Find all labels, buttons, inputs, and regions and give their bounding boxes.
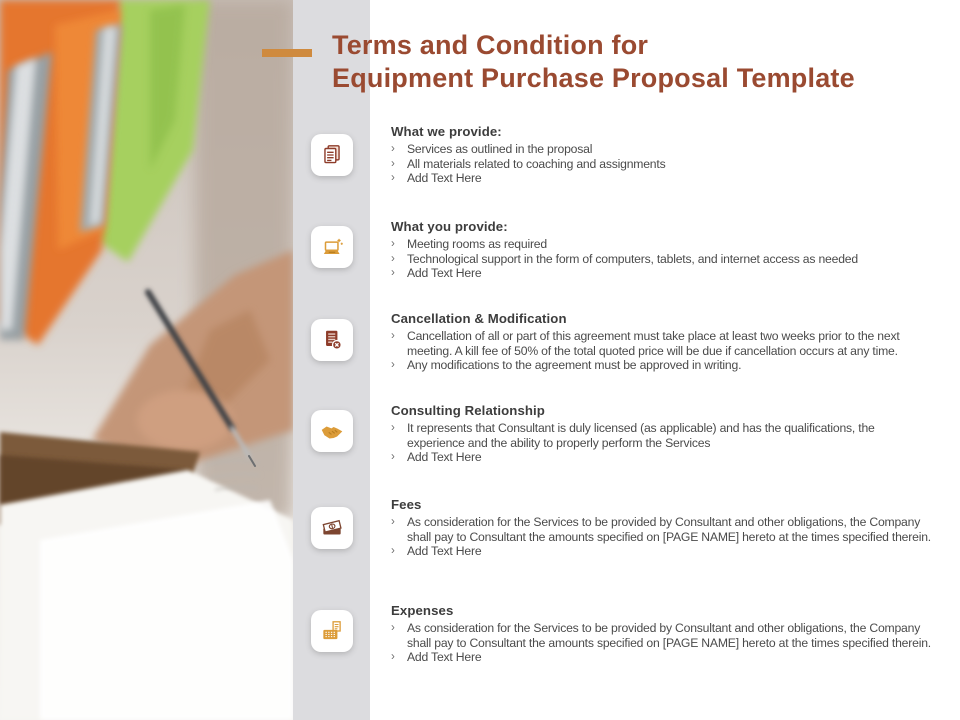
bullet-marker: › (391, 157, 395, 170)
bullet-text: Meeting rooms as required (407, 237, 547, 251)
bullet-marker: › (391, 359, 395, 372)
bullet-item (391, 421, 931, 450)
bullet-list (391, 515, 931, 559)
icon-tile-what-you-provide (311, 226, 353, 268)
section-what-you-provide (391, 219, 931, 281)
bullet-marker: › (391, 516, 395, 528)
bullet-text: Add Text Here (407, 544, 482, 559)
bullet-item (391, 142, 931, 157)
page-title-line2: Equipment Purchase Proposal Template (332, 63, 855, 94)
bullet-item (391, 450, 931, 465)
bullet-marker: › (391, 651, 395, 664)
bullet-list (391, 142, 931, 186)
page-title-line1: Terms and Condition for (332, 30, 649, 61)
bullet-item (391, 650, 931, 665)
page-title (332, 29, 957, 95)
bullet-marker: › (391, 330, 395, 342)
section-what-we-provide (391, 124, 931, 186)
bullet-text: As consideration for the Services to be provided by Consultant and other obligations, the Company shall pay to Consultant the amounts specified on [PAGE NAME] hereto at the times specified therein. (407, 515, 931, 544)
bullet-text: Any modifications to the agreement must be approved in writing. (407, 358, 742, 373)
bullet-marker: › (391, 422, 395, 434)
bullet-item (391, 621, 931, 650)
bullet-item (391, 237, 931, 252)
bullet-list (391, 237, 931, 281)
section-heading: Fees (391, 497, 422, 512)
bullet-item (391, 252, 931, 267)
title-accent-bar (262, 49, 312, 57)
bullet-text: Add Text Here (407, 171, 482, 186)
section-consulting-relationship (391, 403, 931, 465)
bullet-text: Cancellation of all or part of this agreement must take place at least two weeks prior to the next meeting. A kill fee of 50% of the total quoted price will be due if cancellation occurs at any time. (407, 329, 900, 358)
worker-photo-illustration (0, 0, 293, 720)
cancel-document-icon (319, 327, 345, 353)
section-cancellation-modification (391, 311, 931, 373)
section-heading: Expenses (391, 603, 454, 618)
bullet-text: Add Text Here (407, 450, 482, 465)
money-icon (319, 515, 345, 541)
bullet-marker: › (391, 545, 395, 558)
icon-tile-fees (311, 507, 353, 549)
handshake-icon (319, 418, 345, 444)
bullet-text: Add Text Here (407, 650, 482, 665)
section-fees (391, 497, 931, 559)
bullet-text: All materials related to coaching and assignments (407, 156, 666, 171)
bullet-marker: › (391, 238, 395, 250)
section-heading: What you provide: (391, 219, 508, 234)
bullet-item (391, 157, 931, 172)
bullet-item (391, 171, 931, 186)
bullet-text: Services as outlined in the proposal (407, 142, 593, 156)
worker-photo (0, 0, 293, 720)
bullet-marker: › (391, 172, 395, 185)
bullet-marker: › (391, 143, 395, 155)
bullet-text: It represents that Consultant is duly licensed (as applicable) and has the qualifications, the experience and the ability to properly perform the Services (407, 421, 875, 450)
bullet-marker: › (391, 622, 395, 634)
icon-tile-consulting-relationship (311, 410, 353, 452)
section-heading: Cancellation & Modification (391, 311, 567, 326)
icon-tile-cancellation-modification (311, 319, 353, 361)
report-icon (319, 142, 345, 168)
bullet-marker: › (391, 451, 395, 464)
bullet-text: Technological support in the form of computers, tablets, and internet access as needed (407, 251, 858, 266)
section-heading: Consulting Relationship (391, 403, 545, 418)
bullet-item (391, 515, 931, 544)
bullet-marker: › (391, 267, 395, 280)
bullet-item (391, 358, 931, 373)
icon-tile-what-we-provide (311, 134, 353, 176)
icon-tile-expenses (311, 610, 353, 652)
bullet-marker: › (391, 252, 395, 265)
bullet-list (391, 421, 931, 465)
bullet-item (391, 266, 931, 281)
wallet-icon (319, 618, 345, 644)
bullet-item (391, 544, 931, 559)
bullet-list (391, 621, 931, 665)
bullet-text: As consideration for the Services to be provided by Consultant and other obligations, the Company shall pay to Consultant the amounts specified on [PAGE NAME] hereto at the times specified therein. (407, 621, 931, 650)
bullet-text: Add Text Here (407, 266, 482, 281)
section-heading: What we provide: (391, 124, 502, 139)
section-expenses (391, 603, 931, 665)
laptop-icon (319, 234, 345, 260)
bullet-list (391, 329, 931, 373)
bullet-item (391, 329, 931, 358)
